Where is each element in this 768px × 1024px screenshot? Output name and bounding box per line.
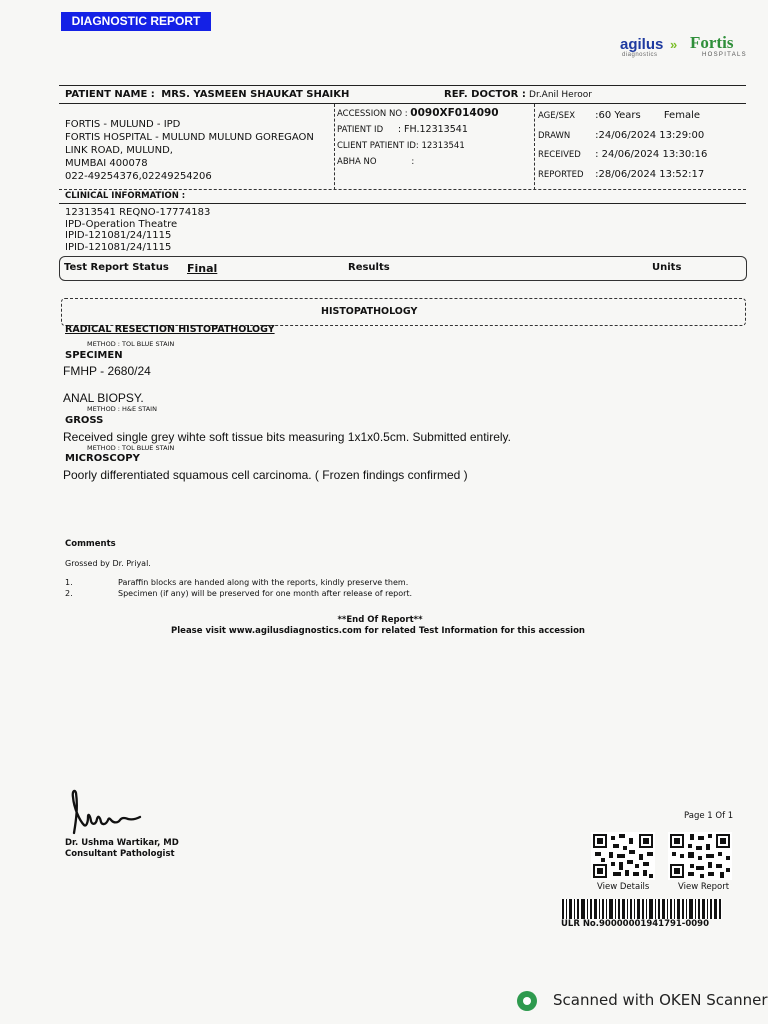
reported-row — [538, 164, 743, 184]
comment-item — [65, 578, 412, 589]
specimen-label: SPECIMEN — [65, 350, 123, 361]
accession-number: 0090XF014090 — [410, 107, 499, 119]
method-note: METHOD : TOL BLUE STAIN — [87, 340, 175, 348]
agilus-logo — [620, 36, 664, 58]
website-note: Please visit www.agilusdiagnostics.com for related Test Information for this accession — [171, 626, 585, 636]
scanner-watermark: Scanned with OKEN Scanner — [553, 991, 768, 1009]
patient-id-label: PATIENT ID — [337, 125, 384, 135]
ref-doctor: Dr.Anil Heroor — [529, 90, 592, 100]
patient-name: MRS. YASMEEN SHAUKAT SHAIKH — [161, 89, 350, 100]
scanner-logo-icon — [517, 991, 537, 1011]
clinical-line: 12313541 REQNO-17774183 — [65, 207, 211, 218]
signatory-name: Dr. Ushma Wartikar, MD — [65, 838, 179, 848]
patient-id: : FH.12313541 — [397, 124, 468, 135]
address-line: 022-49254376,02249254206 — [65, 171, 212, 182]
dates-column — [538, 105, 743, 183]
microscopy-label: MICROSCOPY — [65, 453, 140, 464]
qr-code-details[interactable] — [591, 832, 655, 880]
client-id: 12313541 — [421, 141, 465, 151]
received-date: : 24/06/2024 13:30:16 — [595, 149, 708, 160]
fortis-logo-text: Fortis — [690, 33, 734, 52]
abha-label: ABHA NO — [337, 157, 377, 167]
histopathology-section-box — [61, 298, 746, 326]
test-title: RADICAL RESECTION HISTOPATHOLOGY — [65, 324, 275, 335]
address-line: LINK ROAD, MULUND, — [65, 145, 173, 156]
section-title: HISTOPATHOLOGY — [321, 306, 418, 317]
method-note: METHOD : TOL BLUE STAIN — [87, 444, 175, 452]
comments-list — [65, 578, 412, 599]
age-sex-label: AGE/SEX — [538, 111, 576, 121]
header-rule — [59, 85, 746, 86]
comment-text: Paraffin blocks are handed along with the reports, kindly preserve them. — [118, 578, 409, 587]
clinical-info — [65, 207, 210, 253]
patient-id-row — [337, 122, 532, 138]
patient-name-label: PATIENT NAME : — [65, 89, 155, 100]
clinical-line: IPD-Operation Theatre — [65, 218, 178, 230]
abha-row — [337, 154, 532, 170]
fortis-logo-subtext: HOSPITALS — [702, 52, 747, 58]
client-id-row — [337, 138, 532, 154]
age: :60 Years — [595, 110, 641, 121]
gross-label: GROSS — [65, 415, 104, 426]
comment-item — [65, 589, 412, 600]
accession-row — [337, 105, 532, 122]
test-status-bar — [59, 256, 747, 281]
biopsy-title: ANAL BIOPSY. — [63, 391, 144, 405]
drawn-label: DRAWN — [538, 130, 571, 141]
address-line: MUMBAI 400078 — [65, 158, 148, 169]
gross-text: Received single grey wihte soft tissue bits measuring 1x1x0.5cm. Submitted entirely. — [63, 430, 511, 444]
signature-image — [66, 785, 146, 835]
sex: Female — [663, 110, 701, 121]
address-line: FORTIS - MULUND - IPD — [65, 119, 181, 130]
microscopy-text: Poorly differentiated squamous cell carcinoma. ( Frozen findings confirmed ) — [63, 468, 468, 482]
accession-column — [337, 105, 532, 170]
ref-doctor-row — [444, 89, 592, 100]
comment-number: 1. — [65, 578, 73, 587]
ulr-barcode — [561, 899, 722, 919]
drawn-date: :24/06/2024 13:29:00 — [595, 129, 705, 141]
age-sex-row — [538, 105, 743, 125]
qr-code-report[interactable] — [668, 832, 732, 880]
ulr-number: ULR No.90000001941791-0090 — [561, 919, 709, 929]
clinical-line: IPID-121081/24/1115 — [65, 230, 172, 241]
comment-number: 2. — [65, 588, 73, 598]
received-row — [538, 144, 743, 164]
signatory-title: Consultant Pathologist — [65, 849, 175, 859]
patient-name-row — [65, 89, 349, 100]
abha-value: : — [411, 157, 415, 167]
end-of-report: **End Of Report** — [337, 615, 423, 625]
address-line: FORTIS HOSPITAL - MULUND MULUND GOREGAON — [65, 132, 314, 143]
chevrons-icon: » — [670, 37, 678, 52]
report-type-badge: DIAGNOSTIC REPORT — [61, 12, 211, 31]
info-divider-1 — [334, 104, 335, 190]
grossed-by: Grossed by Dr. Priyal. — [65, 559, 151, 568]
agilus-logo-subtext: diagnostics — [622, 52, 658, 58]
units-header: Units — [652, 262, 682, 273]
ref-doctor-label: REF. DOCTOR : — [444, 89, 526, 100]
patient-address — [65, 118, 314, 183]
client-id-label: CLIENT PATIENT ID: — [337, 141, 419, 151]
qr-label-report: View Report — [678, 882, 730, 892]
comments-label: Comments — [65, 539, 116, 549]
agilus-logo-text: agilus — [620, 36, 664, 53]
test-status-value: Final — [187, 262, 218, 275]
page-number: Page 1 Of 1 — [684, 811, 734, 821]
results-header: Results — [348, 262, 390, 273]
method-note: METHOD : H&E STAIN — [87, 405, 157, 413]
info-divider-2 — [534, 104, 535, 190]
specimen-value: FMHP - 2680/24 — [63, 364, 151, 378]
signatory — [65, 838, 179, 860]
qr-label-details: View Details — [597, 882, 650, 892]
drawn-row — [538, 125, 743, 145]
clinical-info-label: CLINICAL INFORMATION : — [65, 191, 186, 201]
clinical-rule — [59, 189, 746, 190]
test-status-label: Test Report Status — [64, 262, 169, 273]
comment-text: Specimen (if any) will be preserved for one month after release of report. — [118, 588, 413, 598]
reported-date: :28/06/2024 13:52:17 — [595, 168, 705, 180]
received-label: RECEIVED — [538, 150, 581, 160]
fortis-logo — [690, 33, 747, 58]
reported-label: REPORTED — [538, 169, 584, 180]
clinical-underline — [59, 203, 746, 204]
accession-label: ACCESSION NO : — [337, 109, 408, 119]
clinical-line: IPID-121081/24/1115 — [65, 241, 172, 253]
